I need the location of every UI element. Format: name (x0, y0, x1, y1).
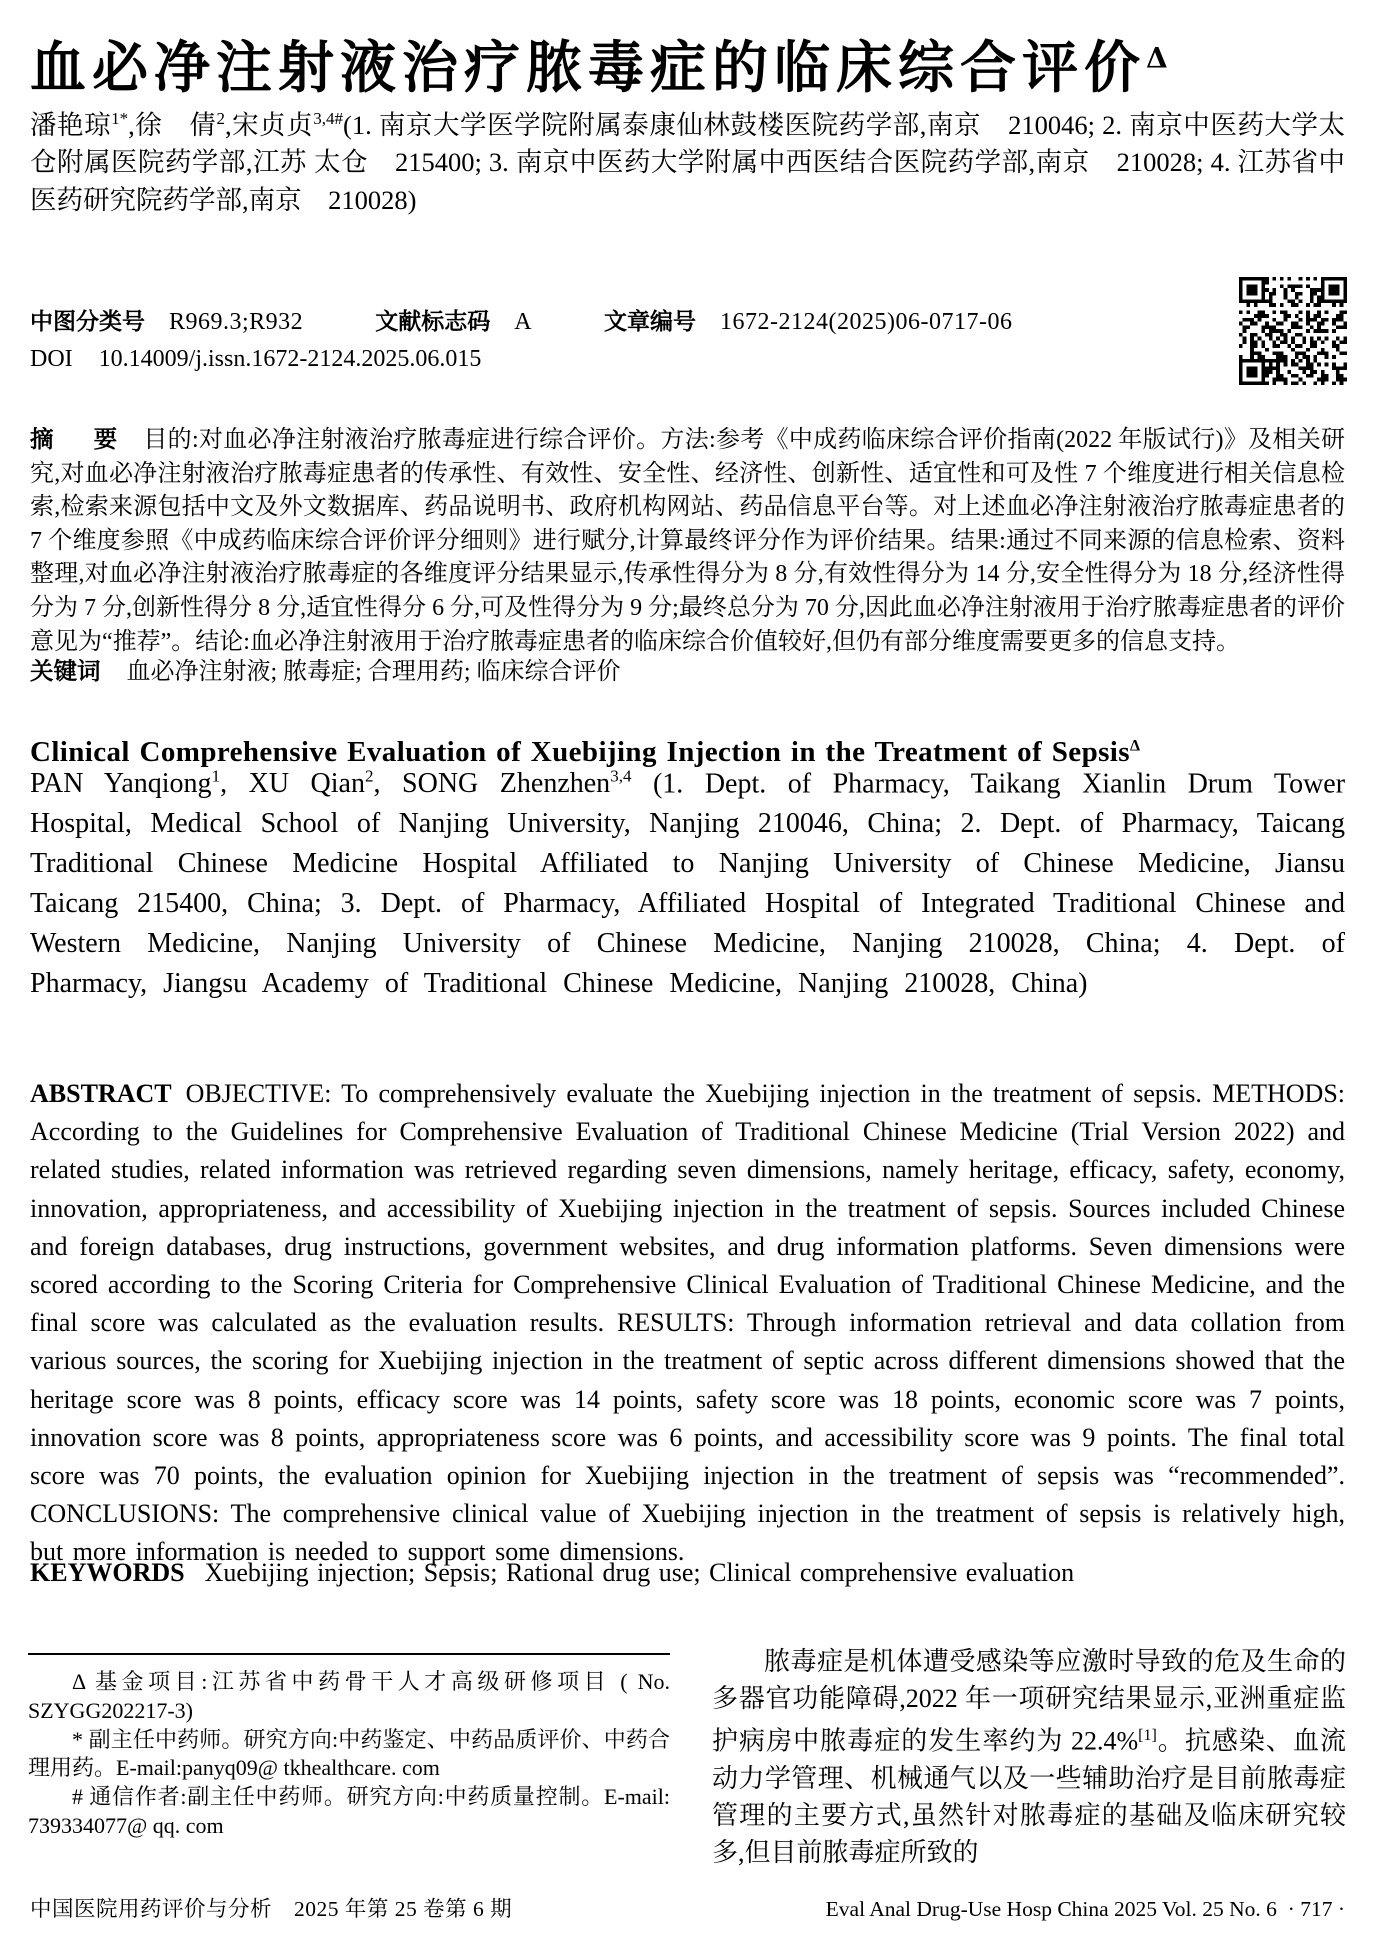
authors-byline-cn (30, 100, 1345, 219)
authors-byline-en (30, 757, 1345, 1004)
footer-page-number: · 717 · (1287, 1897, 1345, 1921)
author-name-en (249, 768, 402, 799)
author-separator: , (220, 768, 249, 800)
article-title-cn-text: 血必净注射液治疗脓毒症的临床综合评价 (30, 35, 1146, 101)
keywords-en-label: KEYWORDS (30, 1558, 185, 1587)
abstract-cn-text: 目的:对血必净注射液治疗脓毒症进行综合评价。方法:参考《中成药临床综合评价指南(2022 年版试行)》及相关研究,对血必净注射液治疗脓毒症患者的传承性、有效性、安全性、经济性、创新性、适宜性和可及性 7 个维度进行相关信息检索,检索来源包括中文及外文数据库、药品说明书、政府机构网站、药品信息平台等。对上述血必净注射液治疗脓毒症患者的 7 个维度参照《中成药临床综合评价评分细则》进行赋分,计算最终评分作为评价结果。结果:通过不同来源的信息检索、资料整理,对血必净注射液治疗脓毒症的各维度评分结果显示,传承性得分为 8 分,有效性得分为 14 分,安全性得分为 18 分,经济性得分为 7 分,创新性得分 8 分,适宜性得分 6 分,可及性得分为 9 分;最终总分为 70 分,因此血必净注射液用于治疗脓毒症患者的评价意见为“推荐”。结论:血必净注射液用于治疗脓毒症患者的临床综合价值较好,但仍有部分维度需要更多的信息支持。 (30, 427, 1346, 655)
author-superscript: 1* (111, 109, 129, 128)
footnote-corresponding-author: # 通信作者:副主任中药师。研究方向:中药质量控制。E-mail: 739334077@ qq. com (28, 1784, 670, 1838)
author-superscript: 3,4# (313, 109, 344, 128)
keywords-cn-text: 血必净注射液; 脓毒症; 合理用药; 临床综合评价 (126, 659, 621, 685)
author-name-text: PAN Yanqiong (30, 768, 212, 800)
document-code-value: A (514, 309, 533, 335)
article-id-value: 1672-2124(2025)06-0717-06 (720, 309, 1013, 335)
doi-label: DOI (30, 346, 73, 372)
intro-text-post: 。抗感染、血流动力学管理、机械通气以及一些辅助治疗是目前脓毒症管理的主要方式,虽然针对脓毒症的基础及临床研究较多,但目前脓毒症所致的 (712, 1726, 1346, 1867)
abstract-cn-label: 摘 要 (30, 426, 126, 452)
author-name-en (30, 768, 249, 799)
author-separator: , (373, 768, 403, 800)
article-meta-row (30, 303, 1345, 336)
affiliations-en: (1. Dept. of Pharmacy, Taikang Xianlin Drum Tower Hospital, Medical School of Nanjing University, Nanjing 210046, China; 2. Dept. of Pharmacy, Taicang Traditional Chinese Medicine Hospital Affiliated to Nanjing University of Chinese Medicine, Jiansu Taicang 215400, China; 3. Dept. of Pharmacy, Affiliated Hospital of Integrated Traditional Chinese and Western Medicine, Nanjing University of Chinese Medicine, Nanjing 210028, China; 4. Dept. of Pharmacy, Jiangsu Academy of Traditional Chinese Medicine, Nanjing 210028, China) (30, 768, 1346, 1000)
page-footer (30, 1892, 1345, 1923)
footer-journal-cn: 中国医院用药评价与分析 2025 年第 25 卷第 6 期 (30, 1897, 513, 1921)
abstract-en-text: OBJECTIVE: To comprehensively evaluate the Xuebijing injection in the treatment of sepsis. METHODS: According to the Guidelines for Comprehensive Evaluation of Traditional Chinese Medicine (Trial Version 2022) and related studies, related information was retrieved regarding seven dimensions, namely heritage, efficacy, safety, economy, innovation, appropriateness, and accessibility of Xuebijing injection in the treatment of sepsis. Sources included Chinese and foreign databases, drug instructions, government websites, and drug information platforms. Seven dimensions were scored according to the Scoring Criteria for Comprehensive Clinical Evaluation of Traditional Chinese Medicine, and the final score was calculated as the evaluation results. RESULTS: Through information retrieval and data collation from various sources, the scoring for Xuebijing injection in the treatment of septic across different dimensions showed that the heritage score was 8 points, efficacy score was 14 points, safety score was 18 points, economic score was 7 points, innovation score was 8 points, appropriateness score was 6 points, and accessibility score was 9 points. The final total score was 70 points, the evaluation opinion for Xuebijing injection in the treatment of sepsis was “recommended”. CONCLUSIONS: The comprehensive clinical value of Xuebijing injection in the treatment of sepsis is relatively high, but more information is needed to support some dimensions. (30, 1079, 1345, 1567)
author-name-cn (30, 110, 135, 140)
keywords-cn (30, 651, 1345, 686)
author-superscript: 1 (211, 767, 221, 786)
author-name-cn (135, 110, 232, 140)
title-superscript-delta: Δ (1146, 41, 1168, 75)
footnote-fund-project: Δ 基金项目:江苏省中药骨干人才高级研修项目 ( No. SZYGG202217-3) (28, 1669, 670, 1723)
abstract-en (30, 1075, 1345, 1572)
clc-label: 中图分类号 (30, 308, 145, 334)
author-separator (631, 768, 653, 799)
author-name-text: 潘艳琼 (30, 109, 112, 140)
article-id-label: 文章编号 (604, 308, 697, 334)
keywords-en-text: Xuebijing injection; Sepsis; Rational drug use; Clinical comprehensive evaluation (204, 1558, 1075, 1587)
keywords-en (30, 1558, 1345, 1588)
document-code-label: 文献标志码 (375, 308, 491, 334)
article-title-en-text: Clinical Comprehensive Evaluation of Xuebijing Injection in the Treatment of Sepsis (30, 736, 1130, 769)
author-name-text: XU Qian (248, 768, 365, 800)
abstract-cn (30, 423, 1345, 659)
author-name-text: 宋贞贞 (231, 109, 314, 140)
author-separator: , (224, 109, 232, 140)
author-name-cn (232, 110, 343, 140)
author-superscript: 2 (216, 109, 225, 128)
author-superscript: 3,4 (610, 767, 632, 786)
author-superscript: 2 (365, 767, 374, 786)
footnote-block (28, 1653, 670, 1841)
qr-code (1239, 277, 1347, 385)
author-name-text: SONG Zhenzhen (402, 768, 611, 800)
reference-marker: [1] (1138, 1727, 1157, 1744)
intro-paragraph (712, 1643, 1346, 1871)
abstract-en-label: ABSTRACT (30, 1079, 172, 1108)
article-title-cn (30, 24, 1345, 104)
footer-journal-en (826, 1897, 1345, 1922)
keywords-cn-label: 关键词 (30, 658, 101, 684)
author-name-text: 徐 倩 (134, 109, 217, 140)
affiliations-cn: (1. 南京大学医学院附属泰康仙林鼓楼医院药学部,南京 210046; 2. 南京中医药大学太仓附属医院药学部,江苏 太仓 215400; 3. 南京中医药大学附属中西医结合医院药学部,南京 210028; 4. 江苏省中医药研究院药学部,南京 210028) (30, 109, 1346, 215)
introduction-column (712, 1643, 1346, 1871)
doi-value: 10.14009/j.issn.1672-2124.2025.06.015 (98, 346, 482, 372)
doi-row (30, 346, 1345, 373)
title-en-superscript-delta: Δ (1129, 737, 1141, 755)
intro-text-pre: 脓毒症是机体遭受感染等应激时导致的危及生命的多器官功能障碍,2022 年一项研究结果显示,亚洲重症监护病房中脓毒症的发生率约为 22.4% (712, 1647, 1346, 1756)
footnote-first-author: * 副主任中药师。研究方向:中药鉴定、中药品质评价、中药合理用药。E-mail:panyq09@ tkhealthcare. com (28, 1726, 670, 1781)
author-separator: , (128, 109, 135, 140)
author-name-en (402, 768, 653, 799)
footer-journal-en-text: Eval Anal Drug-Use Hosp China 2025 Vol. 25 No. 6 (825, 1897, 1277, 1921)
clc-value: R969.3;R932 (169, 309, 304, 335)
